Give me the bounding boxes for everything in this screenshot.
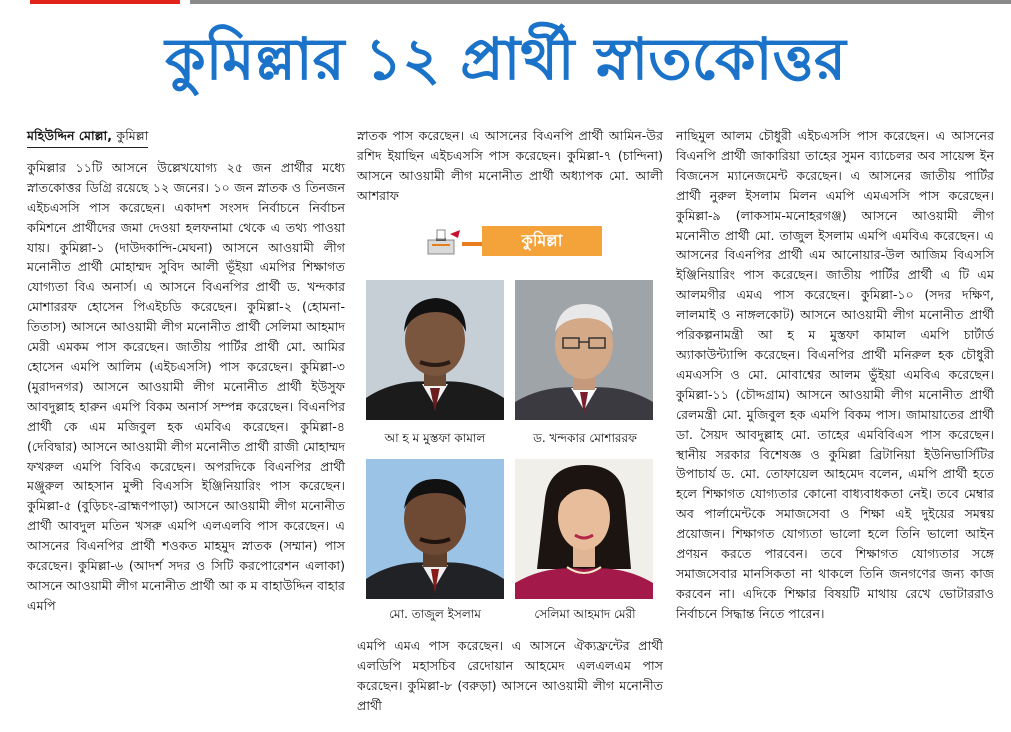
photo-caption-2: ড. খন্দকার মোশাররফ <box>533 431 637 445</box>
section-label-bar <box>462 242 482 246</box>
headline: কুমিল্লার ১২ প্রার্থী স্নাতকোত্তর <box>165 25 846 93</box>
byline <box>27 126 148 148</box>
portrait-1-image <box>366 280 504 420</box>
section-tag: কুমিল্লা <box>482 226 602 256</box>
byline-author: মহিউদ্দিন মোল্লা, <box>27 128 112 143</box>
article-column-1 <box>27 126 345 616</box>
photo-selima-ahmad-meri <box>515 459 653 599</box>
photo-caption-1: আ হ ম মুস্তফা কামাল <box>384 431 486 445</box>
photo-mustafa-kamal <box>366 280 504 420</box>
portrait-3-image <box>366 459 504 599</box>
article-column-2-bottom: এমপি এমএ পাস করেছেন। এ আসনে ঐক্যফ্রন্টের প্রার্থী এলডিপি মহাসচিব রেদোয়ান আহমেদ এলএলএম পাস করেছেন। কুমিল্লা-৮ (বরুড়া) আসনে আওয়ামী লীগ মনোনীত প্রার্থী <box>357 638 663 713</box>
article-column-3: নাছিমুল আলম চৌধুরী এইচএসসি পাস করেছেন। এ আসনের বিএনপি প্রার্থী জাকারিয়া তাহের সুমন ব্যাচেলর অব সায়েন্স ইন বিজনেস ম্যানেজমেন্ট করেছেন। এ আসনের জাতীয় পার্টির প্রার্থী নুরুল ইসলাম মিলন এমপি এমএসসি পাস করেছেন। কুমিল্লা-৯ (লাকসাম-মনোহরগঞ্জ) আসনে আওয়ামী লীগ মনোনীত প্রার্থী মো. তাজুল ইসলাম এমপি এমবিএ করেছেন। এ আসনের বিএনপির প্রার্থী এম আনোয়ার-উল আজিম বিএসসি ইঞ্জিনিয়ারিং পাস করেছেন। জাতীয় পার্টির প্রার্থী এ টি এম আলমগীর এমএ পাস করেছেন। কুমিল্লা-১০ (সদর দক্ষিণ, লালমাই ও নাঙ্গলকোট) আসনে আওয়ামী লীগ মনোনীত প্রার্থী পরিকল্পনামন্ত্রী আ হ ম মুস্তফা কামাল এমপি চার্টার্ড অ্যাকাউন্ট্যান্সি করেছেন। বিএনপির প্রার্থী মনিরুল হক চৌধুরী এমএসসি ও মো. মোবাশ্বের আলম ভুঁইয়া এমবিএ করেছেন। কুমিল্লা-১১ (চৌদ্দগ্রাম) আসনে আওয়ামী লীগ মনোনীত প্রার্থী রেলমন্ত্রী মো. মুজিবুল হক এমপি বিকম পাস। জামায়াতের প্রার্থী ডা. সৈয়দ আবদুল্লাহ মো. তাহের এমবিবিএস পাস করেছেন। স্থানীয় সরকার বিশেষজ্ঞ ও কুমিল্লা ব্রিটানিয়া ইউনিভার্সিটির উপাচার্য ড. মো. তোফায়েল আহমেদ বলেন, এমপি প্রার্থী হতে হলে শিক্ষাগত যোগ্যতার কোনো বাধ্যবাধকতা নেই। তবে মেম্বার অব পার্লামেন্টকে সমাজসেবা ও শিক্ষা এই দুইয়ের সমন্বয় প্রয়োজন। শিক্ষাগত যোগ্যতা ভালো হলে তিনি ভালো আইন প্রণয়ন করতে পারবেন। তবে শিক্ষাগত যোগ্যতার সঙ্গে সমাজসেবার মানসিকতা না থাকলে তিনি জনগণের জন্য কাজ করবেন না। এদিকে শিক্ষার বিষয়টি মাথায় রেখে ভোটাররাও নির্বাচনে সিদ্ধান্ত নিতে পারেন। <box>676 128 994 621</box>
byline-place: কুমিল্লা <box>116 128 149 143</box>
section-label <box>418 224 608 260</box>
photo-caption-4: সেলিমা আহমাদ মেরী <box>534 607 636 621</box>
photo-khandaker-mosharraf <box>515 280 653 420</box>
ballot-box-icon <box>424 228 462 256</box>
article-column-2-top: স্নাতক পাস করেছেন। এ আসনের বিএনপি প্রার্থী আমিন-উর রশিদ ইয়াছিন এইচএসসি পাস করেছেন। কুমিল্লা-৭ (চান্দিনা) আসনে আওয়ামী লীগ মনোনীত প্রার্থী অধ্যাপক মো. আলী আশরাফ <box>357 128 663 203</box>
column-1-text: কুমিল্লার ১১টি আসনে উল্লেখযোগ্য ২৫ জন প্রার্থীর মধ্যে স্নাতকোত্তর ডিগ্রি রয়েছে ১২ জনের। ১০ জন স্নাতক ও তিনজন এইচএসসি পাস করেছেন। একাদশ সংসদ নির্বাচনে নির্বাচন কমিশনে প্রার্থীদের জমা দেওয়া হলফনামা থেকে এ তথ্য পাওয়া যায়। কুমিল্লা-১ (দাউদকান্দি-মেঘনা) আসনে আওয়ামী লীগ মনোনীত প্রার্থী মোহাম্মদ সুবিদ আলী ভূঁইয়া এমপির শিক্ষাগত যোগ্যতা বিএ অনার্স। এ আসনে বিএনপির প্রার্থী ড. খন্দকার মোশাররফ হোসেন পিএইচডি করেছেন। কুমিল্লা-২ (হোমনা-তিতাস) আসনে আওয়ামী লীগ মনোনীত প্রার্থী সেলিমা আহমাদ মেরী এমকম পাস করেছেন। জাতীয় পার্টির প্রার্থী মো. আমির হোসেন এমপি আলিম (এইচএসসি) পাস করেছেন। কুমিল্লা-৩ (মুরাদনগর) আসনে আওয়ামী লীগ মনোনীত প্রার্থী ইউসুফ আবদুল্লাহ হারুন এমপি বিকম অনার্স সম্পন্ন করেছেন। বিএনপির প্রার্থী কে এম মজিবুল হক এমবিএ করেছেন। কুমিল্লা-৪ (দেবিদ্বার) আসনে আওয়ামী লীগ মনোনীত প্রার্থী রাজী মোহাম্মদ ফখরুল এমপি বিবিএ করেছেন। অপরদিকে বিএনপির প্রার্থী মঞ্জুরুল আহসান মুন্সী বিএসসি ইঞ্জিনিয়ারিং পাস করেছেন। কুমিল্লা-৫ (বুড়িচং-ব্রাহ্মণপাড়া) আসনে আওয়ামী লীগ মনোনীত প্রার্থী আবদুল মতিন খসরু এমপি এলএলবি পাস করেছেন। এ আসনের বিএনপির প্রার্থী শওকত মাহমুদ স্নাতক (সম্মান) পাস করেছেন। কুমিল্লা-৬ (আদর্শ সদর ও সিটি করপোরেশন এলাকা) আসনে আওয়ামী লীগ মনোনীত প্রার্থী আ ক ম বাহাউদ্দিন বাহার এমপি <box>27 159 345 613</box>
photo-tajul-islam <box>366 459 504 599</box>
top-accent-bar <box>30 0 180 4</box>
top-rule <box>190 0 1011 4</box>
photo-caption-3: মো. তাজুল ইসলাম <box>389 607 481 621</box>
portrait-2-image <box>515 280 653 420</box>
portrait-4-image <box>515 459 653 599</box>
